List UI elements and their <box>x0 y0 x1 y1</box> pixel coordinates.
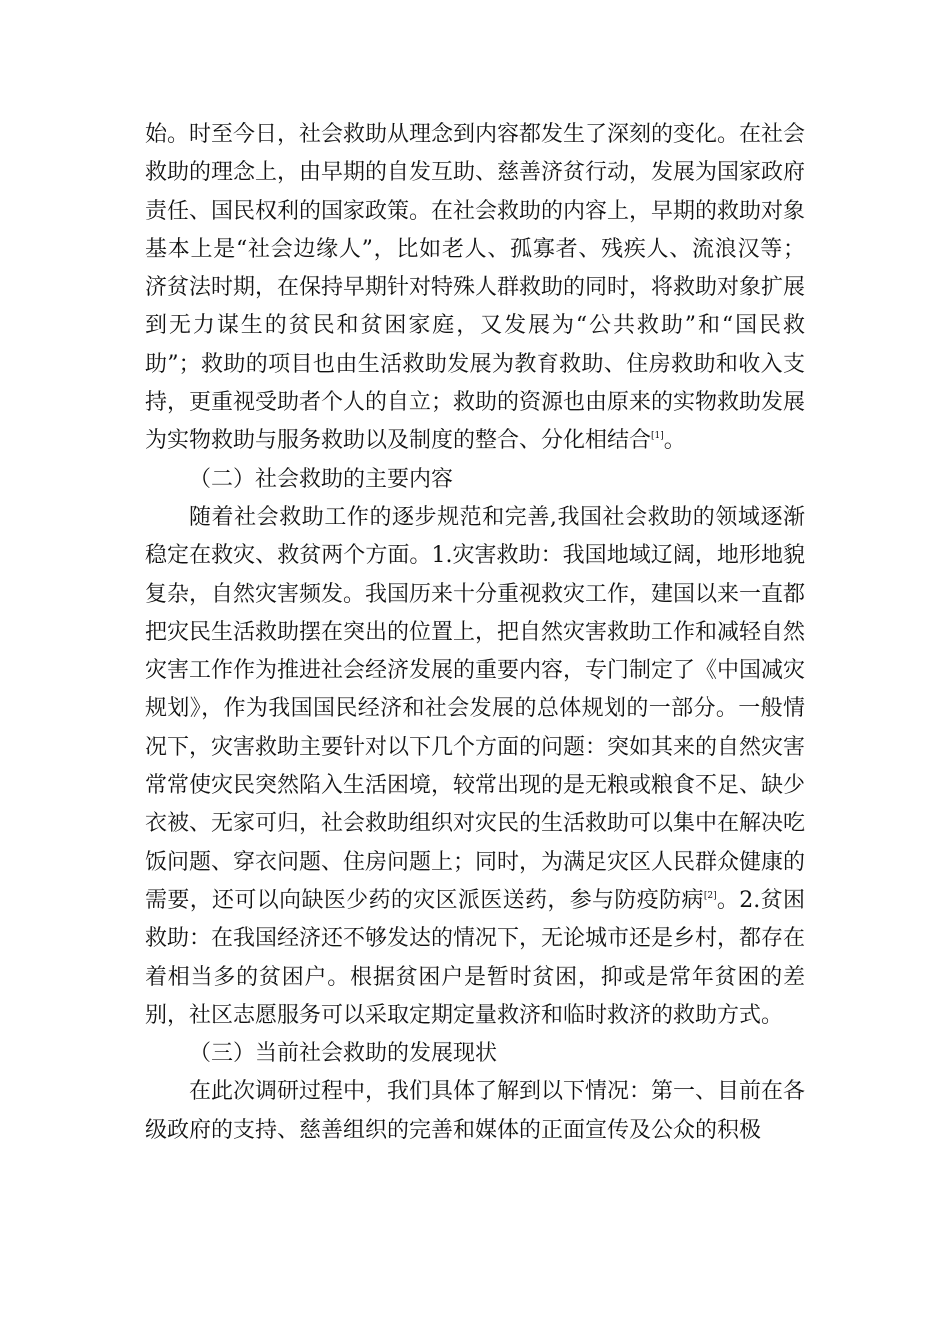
paragraph-current-status <box>145 1073 805 1150</box>
paragraph-text: 随着社会救助工作的逐步规范和完善,我国社会救助的领域逐渐稳定在救灾、救贫两个方面。1.灾害救助：我国地域辽阔，地形地貌复杂，自然灾害频发。我国历来十分重视救灾工作，建国以来一直都把灾民生活救助摆在突出的位置上，把自然灾害救助工作和减轻自然灾害工作作为推进社会经济发展的重要内容，专门制定了《中国减灾规划》，作为我国国民经济和社会发展的总体规划的一部分。一般情况下，灾害救助主要针对以下几个方面的问题：突如其来的自然灾害常常使灾民突然陷入生活困境，较常出现的是无粮或粮食不足、缺少衣被、无家可归，社会救助组织对灾民的生活救助可以集中在解决吃饭问题、穿衣问题、住房问题上；同时，为满足灾区人民群众健康的需要，还可以向缺医少药的灾区派医送药，参与防疫防病 <box>145 504 806 913</box>
paragraph-text: 在此次调研过程中，我们具体了解到以下情况：第一、目前在各级政府的支持、慈善组织的完善和媒体的正面宣传及公众的积极 <box>145 1079 806 1143</box>
paragraph-relief-content <box>145 499 805 1035</box>
section-heading-3: （三）当前社会救助的发展现状 <box>189 1041 498 1067</box>
paragraph-tail: 。2.贫困救助：在我国经济还不够发达的情况下，无论城市还是乡村，都存在着相当多的贫困户。根据贫困户是暂时贫困，抑或是常年贫困的差别，社区志愿服务可以采取定期定量救济和临时救济的救助方式。 <box>145 887 806 1028</box>
paragraph-text: 始。时至今日，社会救助从理念到内容都发生了深刻的变化。在社会救助的理念上，由早期的自发互助、慈善济贫行动，发展为国家政府责任、国民权利的国家政策。在社会救助的内容上，早期的救助对象基本上是“社会边缘人”，比如老人、孤寡者、残疾人、流浪汉等；济贫法时期，在保持早期针对特殊人群救助的同时，将救助对象扩展到无力谋生的贫民和贫困家庭，又发展为“公共救助”和“国民救助”；救助的项目也由生活救助发展为教育救助、住房救助和收入支持，更重视受助者个人的自立；救助的资源也由原来的实物救助发展为实物救助与服务救助以及制度的整合、分化相结合 <box>145 122 806 454</box>
paragraph-tail: 。 <box>663 428 686 454</box>
document-body <box>145 116 805 1150</box>
section-heading-2: （二）社会救助的主要内容 <box>189 466 454 492</box>
paragraph-continuation <box>145 116 805 461</box>
citation-1: [1] <box>651 431 664 442</box>
citation-2: [2] <box>703 890 717 901</box>
